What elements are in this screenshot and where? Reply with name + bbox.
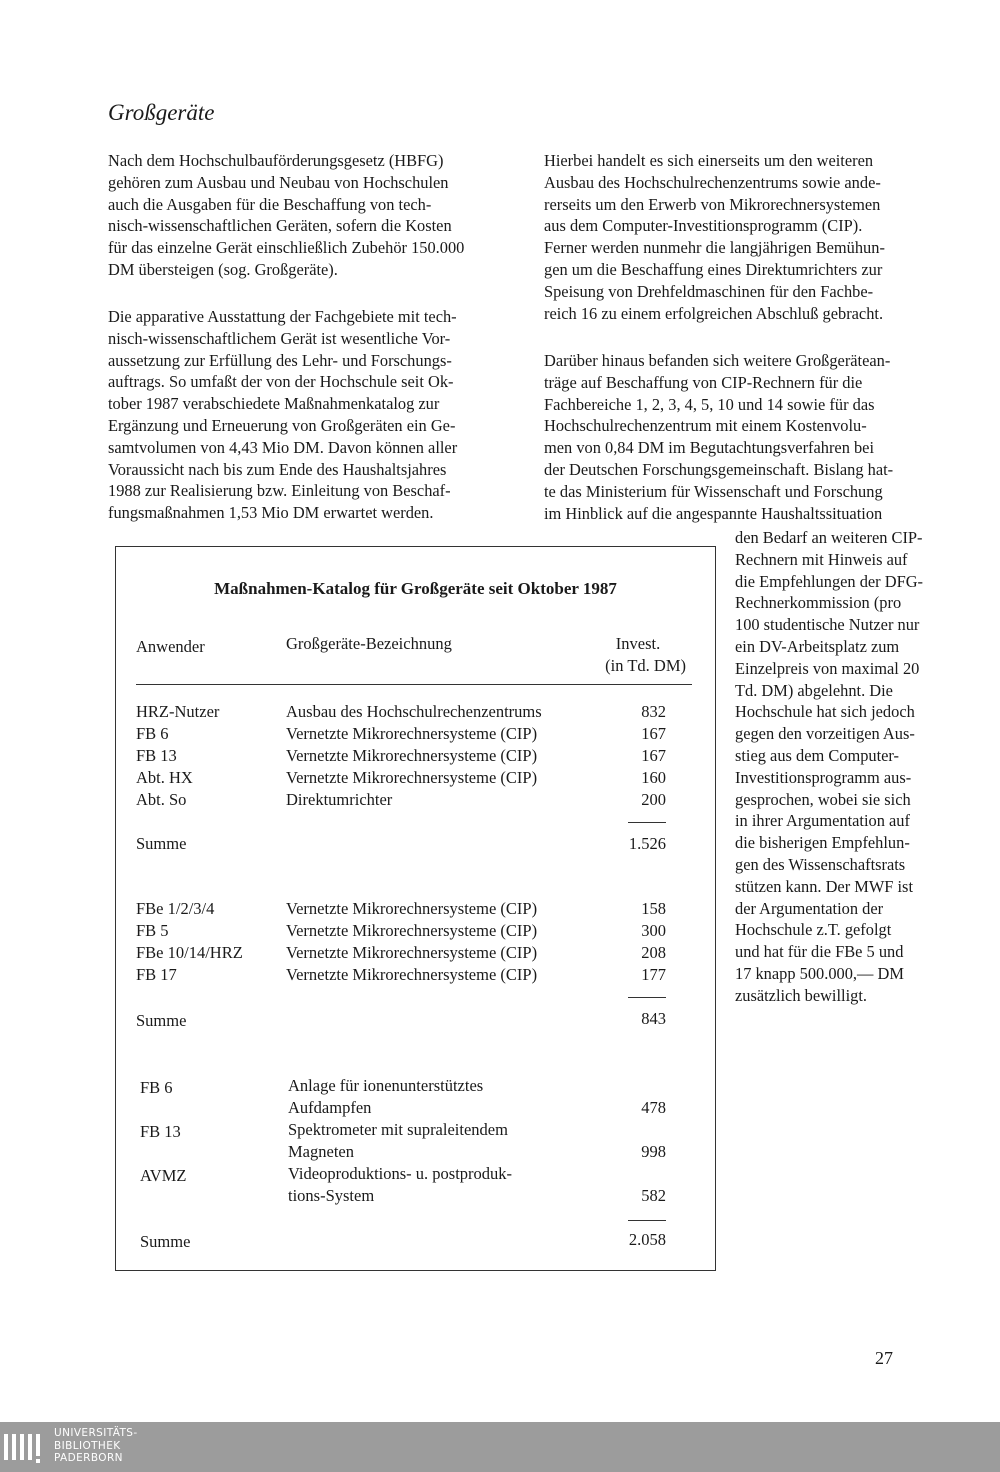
- sum-label: Summe: [136, 1011, 187, 1030]
- table-row-user: FB 6: [140, 1078, 173, 1097]
- table-row-device: Aufdampfen: [288, 1098, 372, 1117]
- column-header-user: Anwender: [136, 637, 205, 656]
- table-row-device: Direktumrichter: [286, 790, 393, 809]
- library-name: UNIVERSITÄTS- BIBLIOTHEK PADERBORN: [54, 1427, 138, 1464]
- library-logo-icon: [4, 1430, 46, 1464]
- table-row-user: Abt. So: [136, 790, 187, 809]
- table-row-user: FB 5: [136, 921, 169, 940]
- table-row-value: 478: [641, 1098, 666, 1117]
- section-heading: Großgeräte: [108, 100, 215, 125]
- table-title: Maßnahmen-Katalog für Großgeräte seit Oktober 1987: [214, 579, 617, 598]
- sum-rule: [628, 1220, 666, 1221]
- table-row-user: Abt. HX: [136, 768, 193, 787]
- table-row-value: 177: [641, 965, 666, 984]
- table-row-value: 167: [641, 746, 666, 765]
- table-row-device: Vernetzte Mikrorechnersysteme (CIP): [286, 768, 538, 787]
- left-paragraph-1: Nach dem Hochschulbauförderungsgesetz (HBFG) gehören zum Ausbau und Neubau von Hochschulen auch die Ausgaben für die Beschaffung von tech- nisch-wissenschaftlichen Geräten, sofern die Kosten für das einzelne Gerät einschließlich Zubehör 150.000 DM übersteigen (sog. Großgeräte).: [108, 151, 465, 279]
- table-row-device: tions-System: [288, 1186, 375, 1205]
- table-row-value: 158: [641, 899, 666, 918]
- table-row-value: 167: [641, 724, 666, 743]
- table-row-value: 998: [641, 1142, 666, 1161]
- table-row-device: Ausbau des Hochschulrechenzentrums: [286, 702, 542, 721]
- table-row-device: Vernetzte Mikrorechnersysteme (CIP): [286, 921, 538, 940]
- table-row-user: AVMZ: [140, 1166, 187, 1185]
- table-row-value: 160: [641, 768, 666, 787]
- table-row-value: 582: [641, 1186, 666, 1205]
- investment-table: [115, 546, 716, 1271]
- sum-value: 1.526: [628, 834, 666, 853]
- table-row-user: FBe 10/14/HRZ: [136, 943, 243, 962]
- right-paragraph-continuation: den Bedarf an weiteren CIP- Rechnern mit Hinweis auf die Empfehlungen der DFG- Rechnerkommission (pro 100 studentische Nutzer nur ein DV-Arbeitsplatz zum Einzelpreis von maximal 20 Td. DM) abgelehnt. Die Hochschule hat sich jedoch gegen den vorzeitigen Aus- stieg aus dem Computer- Investitionsprogramm aus- gesprochen, wobei sie sich in ihrer Argumentation auf die bisherigen Empfehlun- gen des Wissenschaftsrats stützen kann. Der MWF ist der Argumentation der Hochschule z.T. gefolgt und hat für die FBe 5 und 17 knapp 500.000,— DM zusätzlich bewilligt.: [735, 528, 923, 1005]
- library-footer-bar: [0, 1422, 1000, 1472]
- left-paragraph-2: Die apparative Ausstattung der Fachgebiete mit tech- nisch-wissenschaftlichem Gerät ist wesentliche Vor- aussetzung zur Erfüllung des Lehr- und Forschungs- auftrags. So umfaßt der von der Hochschule seit Ok- tober 1987 verabschiedete Maßnahmenkatalog zur Ergänzung und Erneuerung von Großgeräten ein Ge- samtvolumen von 4,43 Mio DM. Davon können aller Voraussicht nach bis zum Ende des Haushaltsjahres 1988 zur Realisierung bzw. Einleitung von Beschaf- fungsmaßnahmen 1,53 Mio DM erwartet werden.: [108, 307, 458, 523]
- table-row-device: Videoproduktions- u. postproduk-: [288, 1164, 513, 1183]
- right-paragraph-2: Darüber hinaus befanden sich weitere Großgerätean- träge auf Beschaffung von CIP-Rechnern für die Fachbereiche 1, 2, 3, 4, 5, 10 und 14 sowie für das Hochschulrechenzentrum mit einem Kostenvolu- men von 0,84 DM im Begutachtungsverfahren bei der Deutschen Forschungsgemeinschaft. Bislang hat- te das Ministerium für Wissenschaft und Forschung im Hinblick auf die angespannte Haushaltssituation: [544, 351, 894, 523]
- table-row-device: Anlage für ionenunterstütztes: [288, 1076, 484, 1095]
- table-row-device: Vernetzte Mikrorechnersysteme (CIP): [286, 965, 538, 984]
- table-row-user: HRZ-Nutzer: [136, 702, 220, 721]
- table-row-device: Vernetzte Mikrorechnersysteme (CIP): [286, 899, 538, 918]
- table-row-value: 200: [641, 790, 666, 809]
- sum-label: Summe: [136, 834, 187, 853]
- table-row-user: FB 17: [136, 965, 177, 984]
- table-row-device: Vernetzte Mikrorechnersysteme (CIP): [286, 746, 538, 765]
- column-header-invest: Invest. (in Td. DM): [605, 634, 686, 675]
- table-row-user: FBe 1/2/3/4: [136, 899, 215, 918]
- table-row-user: FB 13: [136, 746, 177, 765]
- sum-rule: [628, 822, 666, 823]
- table-row-user: FB 6: [136, 724, 169, 743]
- table-row-user: FB 13: [140, 1122, 181, 1141]
- table-row-value: 300: [641, 921, 666, 940]
- sum-rule: [628, 997, 666, 998]
- table-row-device: Vernetzte Mikrorechnersysteme (CIP): [286, 724, 538, 743]
- column-header-device: Großgeräte-Bezeichnung: [286, 634, 452, 653]
- table-row-device: Magneten: [288, 1142, 354, 1161]
- table-row-value: 832: [641, 702, 666, 721]
- page-number: 27: [875, 1348, 893, 1368]
- sum-value: 843: [641, 1009, 666, 1028]
- right-paragraph-1: Hierbei handelt es sich einerseits um den weiteren Ausbau des Hochschulrechenzentrums sowie ande- rerseits um den Erwerb von Mikrorechnersystemen aus dem Computer-Investitionsprogramm (CIP). Ferner werden nunmehr die langjährigen Bemühun- gen um die Beschaffung eines Direktumrichters zur Speisung von Drehfeldmaschinen für den Fachbe- reich 16 zu einem erfolgreichen Abschluß gebracht.: [544, 151, 885, 323]
- table-row-value: 208: [641, 943, 666, 962]
- sum-value: 2.058: [628, 1230, 666, 1249]
- table-row-device: Spektrometer mit supraleitendem: [288, 1120, 508, 1139]
- sum-label: Summe: [140, 1232, 191, 1251]
- header-rule: [136, 684, 692, 685]
- table-row-device: Vernetzte Mikrorechnersysteme (CIP): [286, 943, 538, 962]
